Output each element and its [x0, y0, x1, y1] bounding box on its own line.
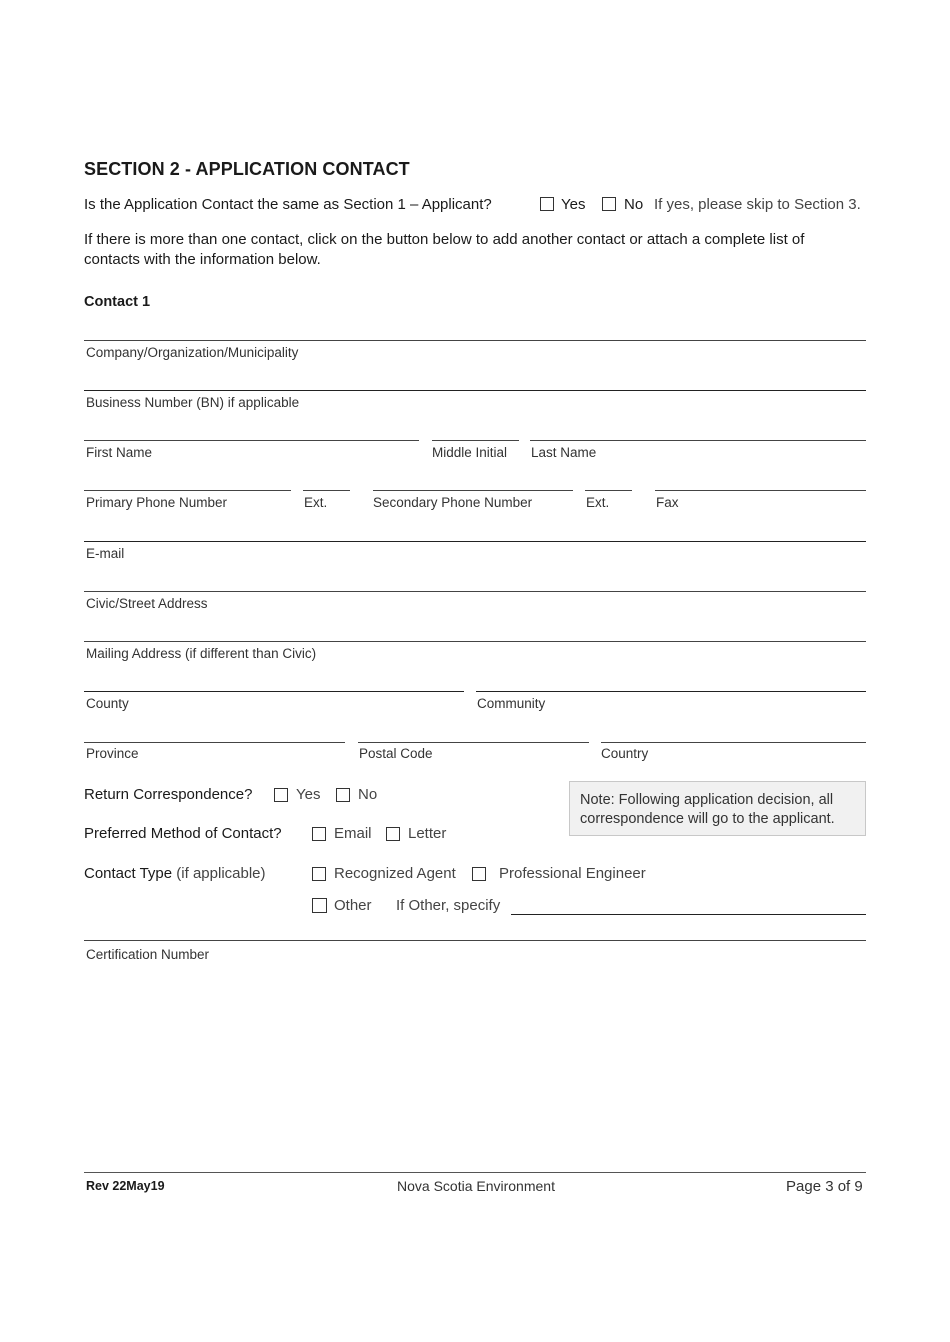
ext1-label: Ext.	[304, 495, 328, 510]
postal-code-field[interactable]	[358, 742, 589, 743]
other-checkbox[interactable]	[312, 898, 327, 913]
other-specify-field[interactable]	[511, 914, 866, 915]
if-other-label: If Other, specify	[396, 897, 501, 914]
preferred-letter-checkbox[interactable]	[386, 827, 400, 841]
contact-type-label-suffix: (if applicable)	[176, 865, 266, 882]
other-label: Other	[334, 897, 372, 914]
instructions-text: If there is more than one contact, click on the button below to add another contact or attach a complete list of contacts with the information below.	[84, 231, 805, 268]
contact-heading: Contact 1	[84, 294, 151, 310]
ext1-field[interactable]	[303, 490, 350, 491]
preferred-email-checkbox[interactable]	[312, 827, 326, 841]
ext2-label: Ext.	[586, 495, 610, 510]
county-field[interactable]	[84, 691, 464, 692]
business-number-label: Business Number (BN) if applicable	[86, 395, 300, 410]
same-no-label: No	[624, 196, 644, 213]
same-no-checkbox[interactable]	[602, 197, 616, 211]
first-name-field[interactable]	[84, 440, 419, 441]
email-label: E-mail	[86, 546, 125, 561]
preferred-contact-label: Preferred Method of Contact?	[84, 825, 282, 842]
civic-address-label: Civic/Street Address	[86, 596, 208, 611]
same-yes-checkbox[interactable]	[540, 197, 554, 211]
business-number-field[interactable]	[84, 390, 866, 391]
preferred-email-label: Email	[334, 825, 372, 842]
primary-phone-label: Primary Phone Number	[86, 495, 228, 510]
skip-hint: If yes, please skip to Section 3.	[654, 196, 861, 213]
certification-number-label: Certification Number	[86, 947, 210, 962]
province-field[interactable]	[84, 742, 345, 743]
ext2-field[interactable]	[585, 490, 632, 491]
company-field[interactable]	[84, 340, 866, 341]
mailing-address-field[interactable]	[84, 641, 866, 642]
return-yes-label: Yes	[296, 786, 321, 803]
footer-organization: Nova Scotia Environment	[397, 1178, 555, 1194]
country-label: Country	[601, 746, 649, 761]
contact-type-label-main: Contact Type	[84, 865, 173, 882]
first-name-label: First Name	[86, 445, 153, 460]
recognized-agent-checkbox[interactable]	[312, 867, 326, 881]
county-label: County	[86, 696, 129, 711]
professional-engineer-checkbox[interactable]	[472, 867, 486, 881]
country-field[interactable]	[601, 742, 866, 743]
footer-revision: Rev 22May19	[86, 1179, 165, 1193]
company-label: Company/Organization/Municipality	[86, 345, 299, 360]
preferred-letter-label: Letter	[408, 825, 447, 842]
note-text: Note: Following application decision, all correspondence will go to the applicant.	[580, 792, 835, 827]
primary-phone-field[interactable]	[84, 490, 291, 491]
province-label: Province	[86, 746, 139, 761]
last-name-field[interactable]	[530, 440, 866, 441]
same-as-applicant-question: Is the Application Contact the same as Section 1 – Applicant?	[84, 196, 492, 213]
return-no-checkbox[interactable]	[336, 788, 350, 802]
professional-engineer-label: Professional Engineer	[499, 865, 646, 882]
email-field[interactable]	[84, 541, 866, 542]
postal-code-label: Postal Code	[359, 746, 433, 761]
fax-label: Fax	[656, 495, 679, 510]
community-field[interactable]	[476, 691, 866, 692]
same-yes-label: Yes	[561, 196, 586, 213]
note-box	[569, 781, 866, 836]
mailing-address-label: Mailing Address (if different than Civic)	[86, 646, 317, 661]
last-name-label: Last Name	[531, 445, 597, 460]
community-label: Community	[477, 696, 546, 711]
return-correspondence-label: Return Correspondence?	[84, 786, 253, 803]
return-no-label: No	[358, 786, 378, 803]
secondary-phone-field[interactable]	[373, 490, 573, 491]
section-title: SECTION 2 - APPLICATION CONTACT	[84, 159, 410, 179]
middle-initial-field[interactable]	[432, 440, 519, 441]
certification-number-field[interactable]	[84, 940, 866, 941]
contact-type-label	[84, 865, 266, 882]
middle-initial-label: Middle Initial	[432, 445, 508, 460]
footer-page-number: Page 3 of 9	[786, 1178, 863, 1195]
civic-address-field[interactable]	[84, 591, 866, 592]
footer-divider	[84, 1172, 866, 1173]
return-yes-checkbox[interactable]	[274, 788, 288, 802]
fax-field[interactable]	[655, 490, 866, 491]
recognized-agent-label: Recognized Agent	[334, 865, 456, 882]
secondary-phone-label: Secondary Phone Number	[373, 495, 533, 510]
